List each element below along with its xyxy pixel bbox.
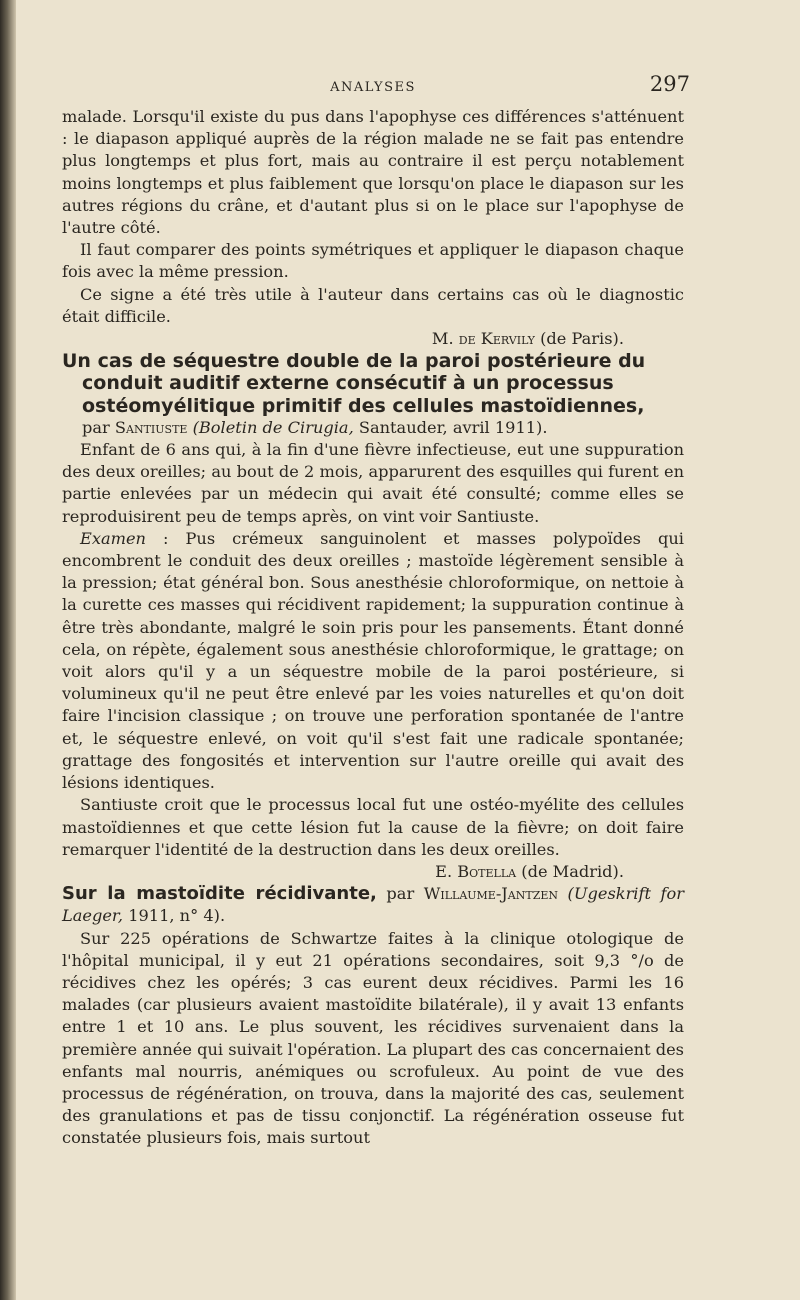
- signature-line: [62, 861, 684, 883]
- paragraph: malade. Lorsqu'il existe du pus dans l'apophyse ces différences s'atténuent : le diapason appliqué auprès de la région malade ne se fait pas entendre plus longtemps et plus fort, mais au contraire il est perçu notablement moins longtemps et plus faiblement que lorsqu'on place le diapason sur les autres régions du crâne, et d'autant plus si on le place sur l'apophyse de l'autre côté.: [62, 107, 684, 238]
- signature: [435, 861, 684, 883]
- paragraph-label: Examen: [80, 528, 146, 548]
- byline-prefix: par: [376, 884, 415, 904]
- running-head-title: ANALYSES: [330, 80, 416, 95]
- article-title-line: ostéomyélitique primitif des cellules mastoïdiennes,: [82, 394, 645, 417]
- book-spine-shadow: [0, 0, 16, 1300]
- paragraph: Ce signe a été très utile à l'auteur dans certains cas où le diagnostic était difficile.: [62, 284, 684, 326]
- signature-line: [62, 328, 684, 350]
- paragraph: Sur 225 opérations de Schwartze faites à la clinique otologique de l'hôpital municipal, il y eut 21 opérations secondaires, soit 9,3 °/o de récidives chez les opérés; 3 cas eurent deux récidives. Parmi les 16 malades (car plusieurs avaient mastoïdite bilatérale), il y avait 13 enfants entre 1 et 10 ans. Le plus souvent, les récidives survenaient dans la première année qui suivait l'opération. La plupart des cas concernaient des enfants mal nourris, anémiques ou scrofuleux. Au point de vue des processus de régénération, on trouva, dans la majorité des cas, seulement des granulations et pas de tissu conjonctif. La régénération osseuse fut constatée plusieurs fois, mais surtout: [62, 928, 684, 1148]
- signature-author: E. Botella: [435, 861, 517, 881]
- byline-journal: (Boletin de Cirugia,: [192, 417, 354, 437]
- paragraph: Enfant de 6 ans qui, à la fin d'une fièvre infectieuse, eut une suppuration des deux oreilles; au bout de 2 mois, apparurent des esquilles qui furent en partie enlevées par un médecin qui avait été consulté; comme elles se reproduisirent peu de temps après, on vint voir Santiuste.: [62, 440, 684, 526]
- paragraph: Il faut comparer des points symétriques et appliquer le diapason chaque fois avec la même pression.: [62, 240, 684, 282]
- article-byline: [62, 417, 684, 439]
- signature-author: M. de Kervily: [431, 329, 535, 349]
- body-text: [62, 106, 684, 1150]
- running-head: [62, 72, 690, 106]
- paragraph-text: : Pus crémeux sanguinolent et masses polypoïdes qui encombrent le conduit des deux oreilles ; mastoïde légèrement sensible à la pression; état général bon. Sous anesthésie chloroformique, on nettoie à la curette ces masses qui récidivent rapidement; la suppuration continue à être très abondante, malgré le soin pris pour les pansements. Étant donné cela, on répète, également sous anesthésie chloroformique, le grattage; on voit alors qu'il y a un séquestre mobile de la paroi postérieure, si volumineux qu'il ne peut être enlevé par les voies naturelles et qu'on doit faire l'incision classique ; on trouve une perforation spontanée de l'antre et, le séquestre enlevé, on voit qu'il s'est fait une radicale spontanée; grattage des fongosités et intervention sur l'autre oreille qui avait des lésions identiques.: [62, 528, 684, 793]
- signature: [432, 328, 684, 350]
- byline-rest: Santauder, avril 1911).: [358, 417, 548, 437]
- byline-author: Santiuste: [114, 417, 188, 437]
- byline-rest: 1911, n° 4).: [128, 906, 226, 926]
- document-page: [62, 72, 690, 1150]
- byline-prefix: par: [82, 417, 110, 437]
- byline-author: Willaume-Jantzen: [423, 884, 558, 904]
- byline-journal: (Ugeskrift for Laeger,: [62, 884, 684, 926]
- signature-place: (de Paris).: [540, 329, 624, 349]
- paragraph: Santiuste croit que le processus local fut une ostéo-myélite des cellules mastoïdiennes et que cette lésion fut la cause de la fièvre; on doit faire remarquer l'identité de la destruction dans les deux oreilles.: [62, 795, 684, 859]
- article-title-line: conduit auditif externe consécutif à un processus: [82, 372, 614, 395]
- signature-place: (de Madrid).: [521, 861, 624, 881]
- article-title-line: Un cas de séquestre double de la paroi postérieure du: [62, 350, 646, 373]
- article-title: Sur la mastoïdite récidivante,: [62, 883, 377, 905]
- article-title: [62, 350, 684, 417]
- page-number: 297: [649, 72, 690, 96]
- paragraph: [62, 528, 684, 794]
- article-heading: [62, 883, 684, 927]
